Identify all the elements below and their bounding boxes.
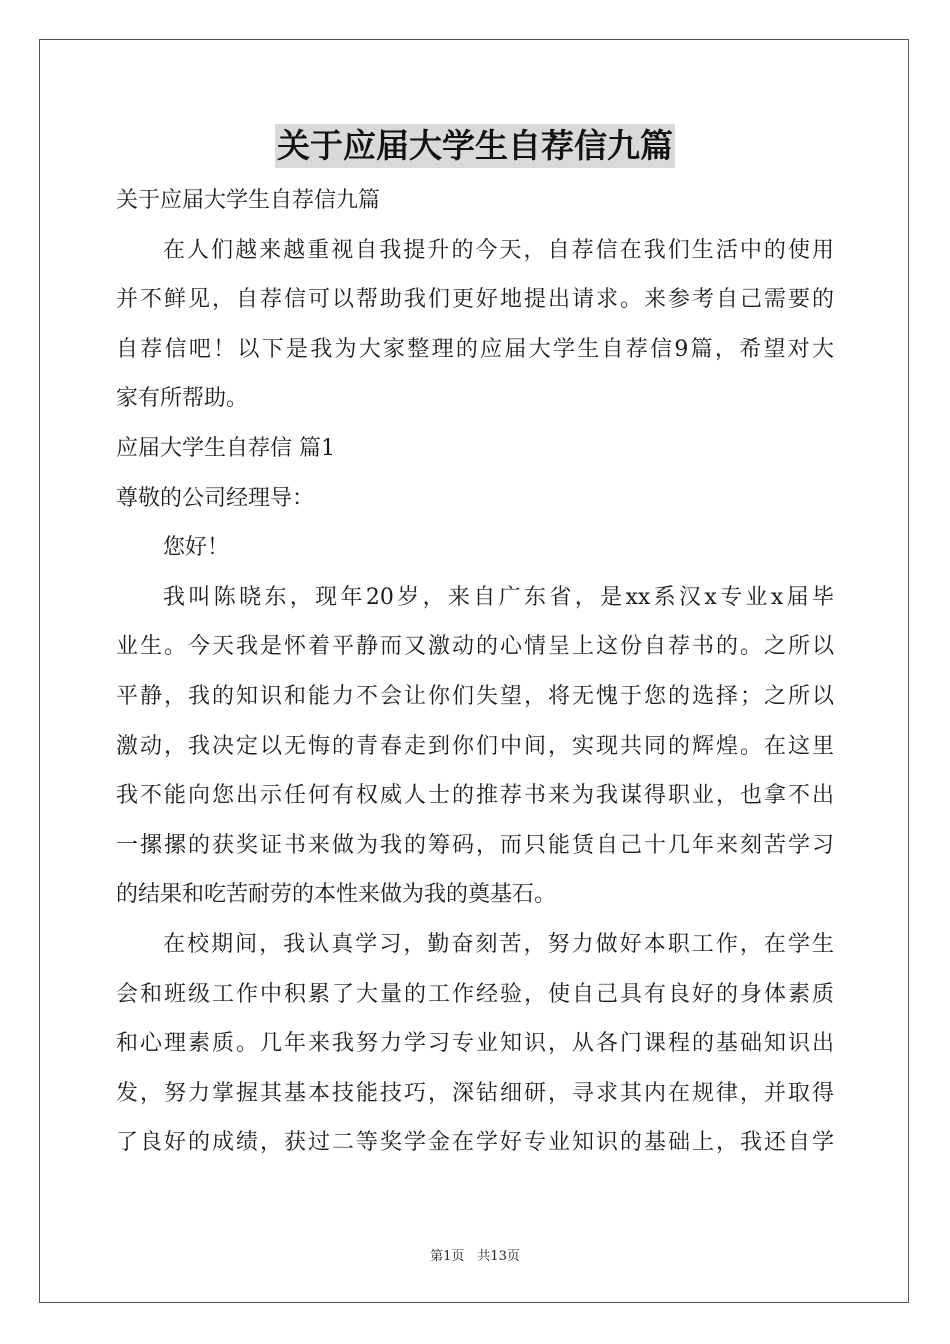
page-number: 第1页 共13页 [430, 1249, 520, 1264]
text-line: 我不能向您出示任何有权威人士的推荐书来为我谋得职业，也拿不出 [116, 783, 834, 809]
document-body [116, 176, 834, 1168]
text-line: 我叫陈晓东，现年20岁，来自广东省，是xx系汉x专业x届毕 [163, 584, 834, 610]
text-line: 发，努力掌握其基本技能技巧，深钻细研，寻求其内在规律，并取得 [116, 1080, 834, 1106]
text-line: 尊敬的公司经理导： [116, 485, 315, 511]
text-line: 家有所帮助。 [116, 386, 249, 412]
text-line: 了良好的成绩，获过二等奖学金在学好专业知识的基础上，我还自学 [116, 1130, 834, 1156]
text-line: 在校期间，我认真学习，勤奋刻苦，努力做好本职工作，在学生 [163, 931, 834, 957]
text-line: 在人们越来越重视自我提升的今天，自荐信在我们生活中的使用 [163, 237, 834, 263]
page-footer [0, 1248, 950, 1266]
text-line: 一摞摞的获奖证书来做为我的筹码，而只能赁自己十几年来刻苦学习 [116, 832, 834, 858]
text-line: 激动，我决定以无悔的青春走到你们中间，实现共同的辉煌。在这里 [116, 733, 834, 759]
text-line: 的结果和吃苦耐劳的本性来做为我的奠基石。 [116, 882, 557, 908]
text-line: 和心理素质。几年来我努力学习专业知识，从各门课程的基础知识出 [116, 1031, 834, 1057]
title-area [0, 124, 950, 168]
text-line: 平静，我的知识和能力不会让你们失望，将无愧于您的选择；之所以 [116, 683, 834, 709]
text-line: 业生。今天我是怀着平静而又激动的心情呈上这份自荐书的。之所以 [116, 634, 834, 660]
text-line: 会和班级工作中积累了大量的工作经验，使自己具有良好的身体素质 [116, 981, 834, 1007]
text-line: 自荐信吧！以下是我为大家整理的应届大学生自荐信9篇，希望对大 [116, 336, 834, 362]
text-line: 并不鲜见，自荐信可以帮助我们更好地提出请求。来参考自己需要的 [116, 287, 834, 313]
text-line: 应届大学生自荐信 篇1 [116, 435, 335, 461]
text-line: 关于应届大学生自荐信九篇 [116, 188, 381, 213]
document-title: 关于应届大学生自荐信九篇 [275, 124, 675, 168]
text-line: 您好！ [163, 535, 230, 561]
